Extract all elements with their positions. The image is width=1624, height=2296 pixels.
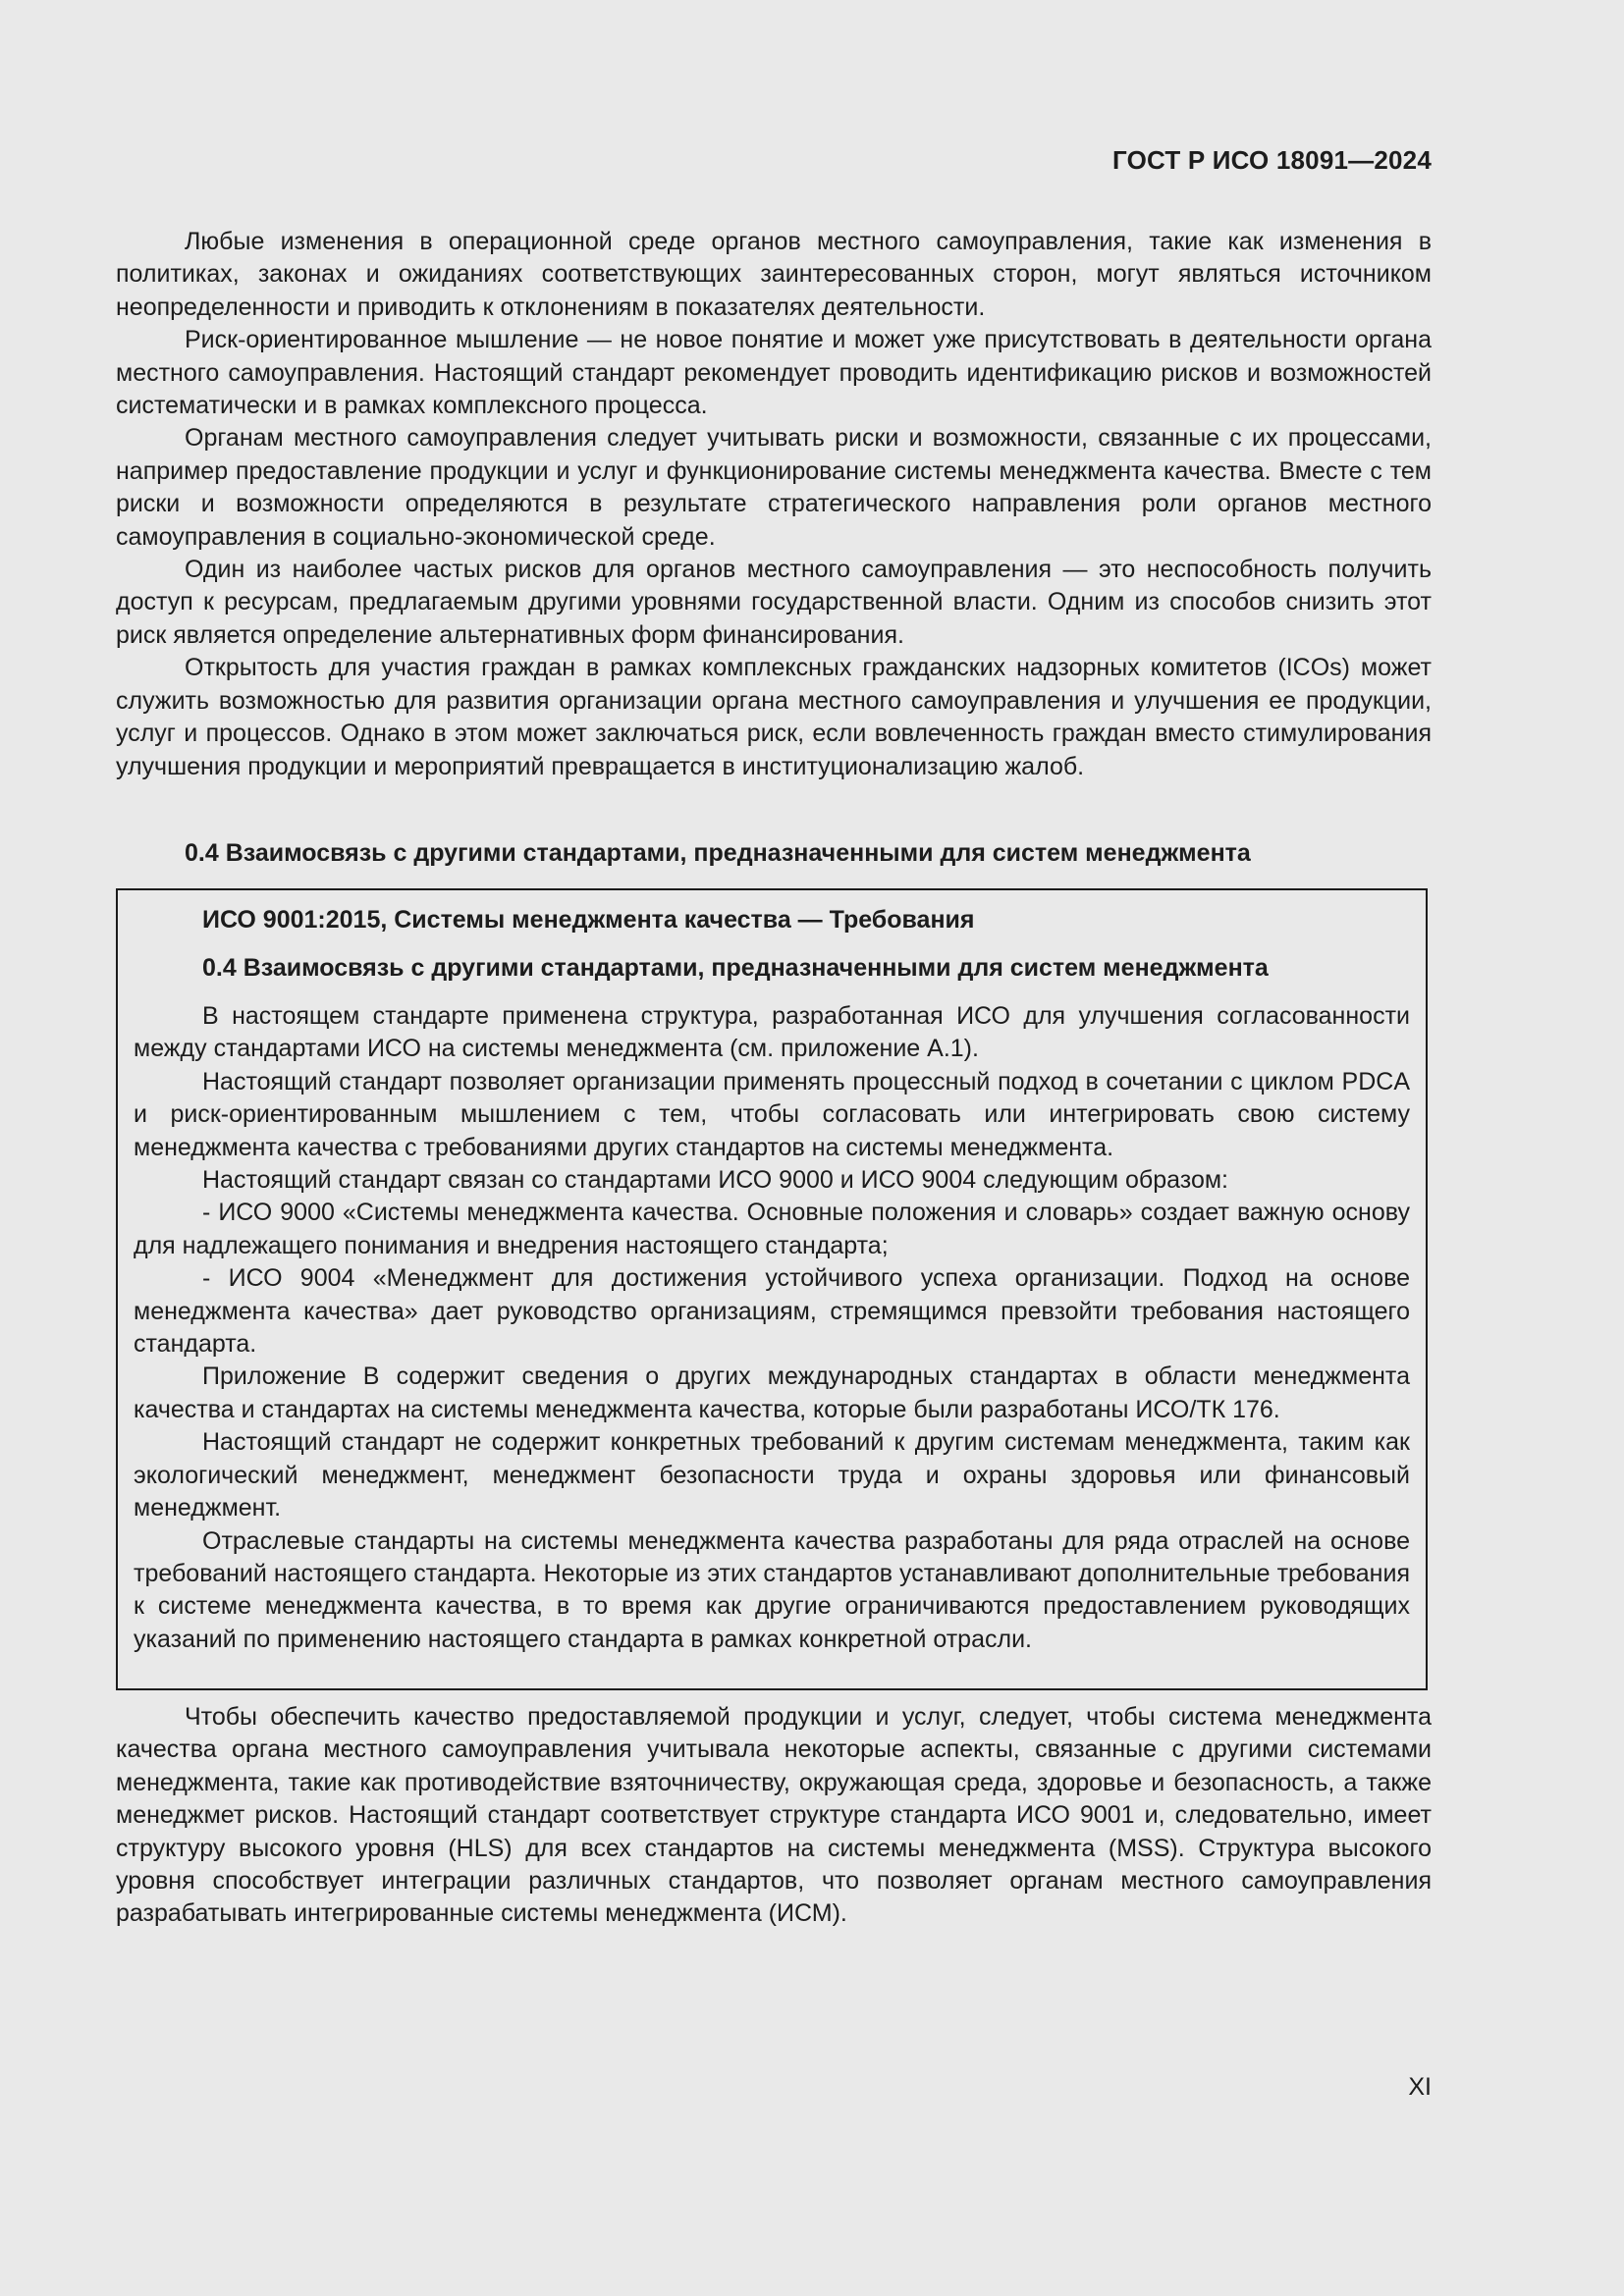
intro-paragraph: Один из наиболее частых рисков для органов местного самоуправления — это неспособность получить доступ к ресурсам, предлагаемым другими уровнями государственной власти. Одним из способов снизить этот риск является определение альтернативных форм финансирования. xyxy=(116,556,1432,649)
intro-paragraph: Органам местного самоуправления следует учитывать риски и возможности, связанные с их процессами, например предоставление продукции и услуг и функционирование системы менеджмента качества. Вместе с тем риски и возможности определяются в результате стратегического направления роли органов местного самоуправления в социально-экономической среде. xyxy=(116,424,1432,551)
outro-text xyxy=(116,1701,1432,1931)
section-heading: 0.4 Взаимосвязь с другими стандартами, предназначенными для систем менеджмента xyxy=(185,839,1251,867)
quote-list-item: - ИСО 9004 «Менеджмент для достижения устойчивого успеха организации. Подход на основе менеджмента качества» дает руководство организациям, стремящимся превзойти требования настоящего стандарта. xyxy=(134,1264,1410,1359)
quoted-standard-box xyxy=(116,888,1428,1690)
quote-title: ИСО 9001:2015, Системы менеджмента качества — Требования xyxy=(202,906,975,934)
quote-body xyxy=(134,1000,1410,1656)
outro-paragraph: Чтобы обеспечить качество предоставляемой продукции и услуг, следует, чтобы система менеджмента качества органа местного самоуправления учитывала некоторые аспекты, связанные с другими системами менеджмента, такие как противодействие взяточничеству, окружающая среда, здоровье и безопасность, а также менеджмет рисков. Настоящий стандарт соответствует структуре стандарта ИСО 9001 и, следовательно, имеет структуру высокого уровня (HLS) для всех стандартов на системы менеджмента (MSS). Структура высокого уровня способствует интеграции различных стандартов, что позволяет органам местного самоуправления разрабатывать интегрированные системы менеджмента (ИСМ). xyxy=(116,1703,1432,1928)
page-number: XI xyxy=(1408,2073,1432,2101)
quote-paragraph: В настоящем стандарте применена структура, разработанная ИСО для улучшения согласованности между стандартами ИСО на системы менеджмента (см. приложение А.1). xyxy=(134,1002,1410,1063)
intro-paragraph: Любые изменения в операционной среде органов местного самоуправления, такие как изменения в политиках, законах и ожиданиях соответствующих заинтересованных сторон, могут являться источником неопределенности и приводить к отклонениям в показателях деятельности. xyxy=(116,228,1432,321)
quote-paragraph: Настоящий стандарт связан со стандартами ИСО 9000 и ИСО 9004 следующим образом: xyxy=(202,1166,1228,1195)
intro-paragraph: Риск-ориентированное мышление — не новое понятие и может уже присутствовать в деятельности органа местного самоуправления. Настоящий стандарт рекомендует проводить идентификацию рисков и возможностей систематически и в рамках комплексного процесса. xyxy=(116,326,1432,420)
document-page xyxy=(116,0,1432,2296)
quote-paragraph: Настоящий стандарт позволяет организации применять процессный подход в сочетании с циклом PDCA и риск-ориентированным мышлением с тем, чтобы согласовать или интегрировать свою систему менеджмента качества с требованиями других стандартов на системы менеджмента. xyxy=(134,1067,1410,1161)
quote-subheading: 0.4 Взаимосвязь с другими стандартами, предназначенными для систем менеджмента xyxy=(202,954,1269,982)
quote-list-item: - ИСО 9000 «Системы менеджмента качества. Основные положения и словарь» создает важную основу для надлежащего понимания и внедрения настоящего стандарта; xyxy=(134,1199,1410,1259)
intro-text xyxy=(116,226,1432,783)
quote-paragraph: Отраслевые стандарты на системы менеджмента качества разработаны для ряда отраслей на основе требований настоящего стандарта. Некоторые из этих стандартов устанавливают дополнительные требования к системе менеджмента качества, в то время как другие ограничиваются предоставлением руководящих указаний по применению настоящего стандарта в рамках конкретной отрасли. xyxy=(134,1526,1410,1653)
quote-paragraph: Приложение В содержит сведения о других международных стандартах в области менеджмента качества и стандартах на системы менеджмента качества, которые были разработаны ИСО/ТК 176. xyxy=(134,1362,1410,1423)
document-header-id: ГОСТ Р ИСО 18091—2024 xyxy=(1111,145,1432,175)
quote-paragraph: Настоящий стандарт не содержит конкретных требований к другим системам менеджмента, таким как экологический менеджмент, менеджмент безопасности труда и охраны здоровья или финансовый менеджмент. xyxy=(134,1428,1410,1522)
intro-paragraph: Открытость для участия граждан в рамках комплексных гражданских надзорных комитетов (ICOs) может служить возможностью для развития организации органа местного самоуправления и улучшения ее продукции, услуг и процессов. Однако в этом может заключаться риск, если вовлеченность граждан вместо стимулирования улучшения продукции и мероприятий превращается в институционализацию жалоб. xyxy=(116,654,1432,780)
